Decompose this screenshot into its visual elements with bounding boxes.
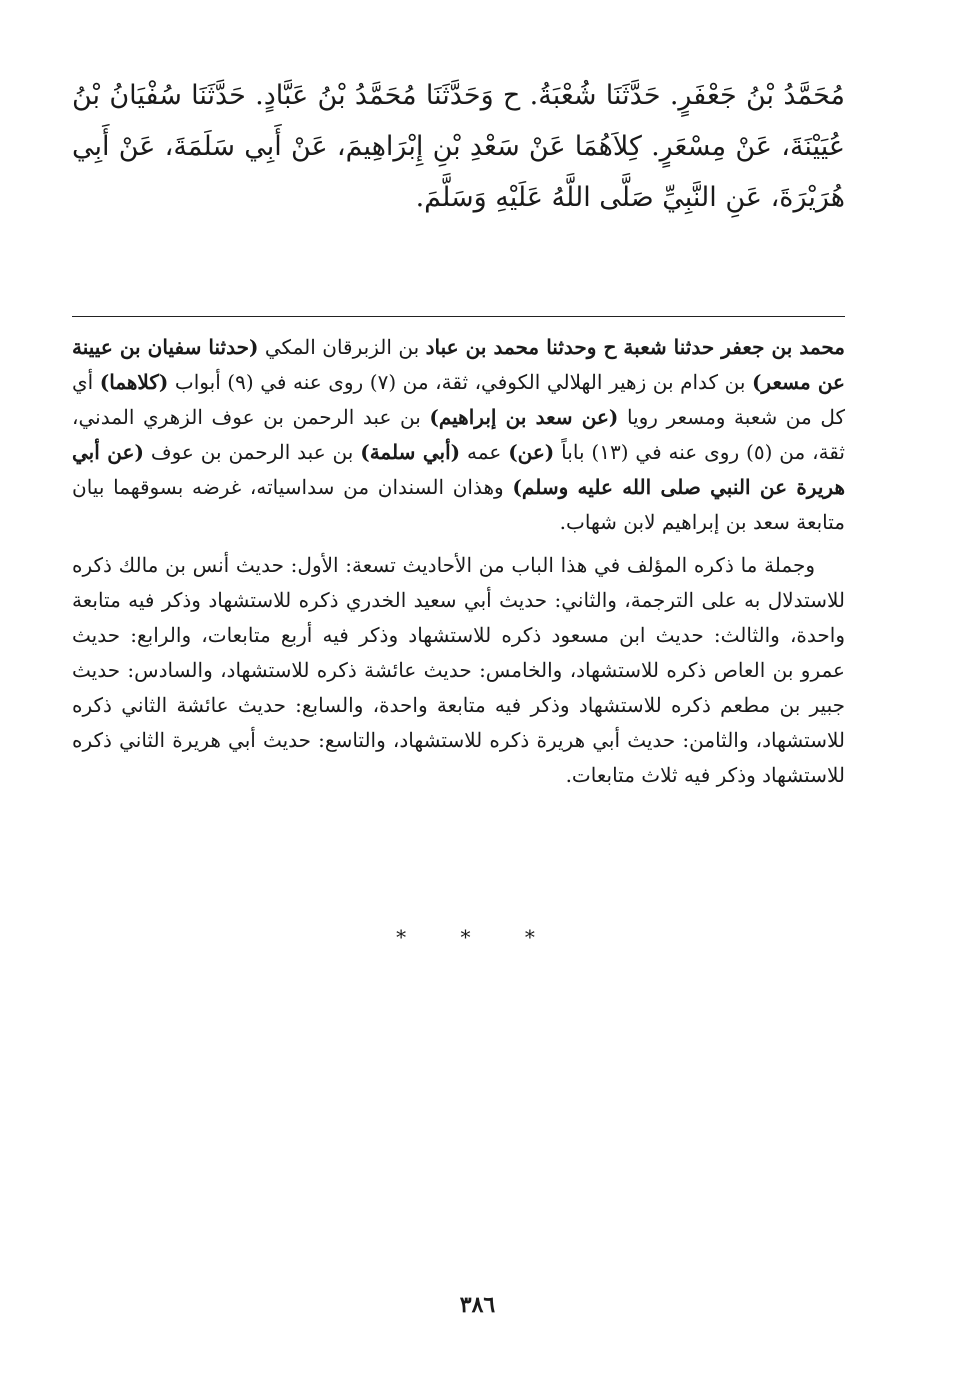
commentary-gloss: عمه: [460, 440, 509, 464]
commentary-quote: (عن): [508, 440, 555, 464]
commentary-gloss: بن عبد الرحمن بن عوف الزهري المدني، ثقة، من (٥) روى عنه في (١٣) باباً: [72, 405, 845, 464]
commentary-gloss: بن الزبرقان المكي: [258, 335, 426, 359]
commentary-quote: (أبي سلمة): [360, 440, 461, 464]
commentary-gloss: بن عبد الرحمن بن عوف: [143, 440, 361, 464]
commentary-gloss: وهذان السندان من سداسياته، غرضه بسوقهما بيان متابعة سعد بن إبراهيم لابن شهاب.: [72, 475, 845, 534]
commentary-gloss: أي كل من شعبة ومسعر رويا: [72, 370, 845, 429]
page-number: ٣٨٦: [459, 1292, 496, 1318]
hadith-text: مُحَمَّدُ بْنُ جَعْفَرٍ. حَدَّثَنَا شُعْبَةُ. ح وَحَدَّثَنَا مُحَمَّدُ بْنُ عَبَّادٍ. حَدَّثَنَا سُفْيَانُ بْنُ عُيَيْنَةَ، عَنْ مِسْعَرٍ. كِلاَهُمَا عَنْ سَعْدِ بْنِ إِبْرَاهِيمَ، عَنْ أَبِي سَلَمَةَ، عَنْ أَبِي هُرَيْرَةَ، عَنِ النَّبِيِّ صَلَّى اللَّهُ عَلَيْهِ وَسَلَّمَ.: [72, 80, 845, 213]
commentary-quote: (عن أبي هريرة عن النبي صلى الله عليه وسلم): [72, 440, 845, 499]
footnote-separator-line: [72, 316, 845, 317]
commentary-paragraph-summary: وجملة ما ذكره المؤلف في هذا الباب من الأحاديث تسعة: الأول: حديث أنس بن مالك ذكره للاستدلال به على الترجمة، والثاني: حديث أبي سعيد الخدري ذكره للاستشهاد وذكر فيه متابعة واحدة، والثالث: حديث ابن مسعود ذكره للاستشهاد وذكر فيه أربع متابعات، والرابع: حديث عمرو بن العاص ذكره للاستشهاد، والخامس: حديث عائشة ذكره للاستشهاد، والسادس: حديث جبير بن مطعم ذكره للاستشهاد وذكر فيه متابعة واحدة، والسابع: حديث عائشة الثاني ذكره للاستشهاد، والثامن: حديث أبي هريرة ذكره للاستشهاد، والتاسع: حديث أبي هريرة الثاني ذكره للاستشهاد وذكر فيه ثلاث متابعات.: [72, 553, 845, 787]
commentary-gloss: بن كدام بن زهير الهلالي الكوفي، ثقة، من (٧) روى عنه في (٩) أبواب: [168, 370, 752, 394]
commentary-block: [72, 330, 845, 793]
commentary-quote: محمد بن جعفر حدثنا شعبة ح وحدثنا محمد بن عباد: [425, 335, 846, 359]
commentary-paragraph-isnad: [72, 330, 845, 540]
section-divider-stars: * * *: [396, 925, 559, 949]
commentary-quote: (كلاهما): [99, 370, 169, 394]
commentary-quote: (عن سعد بن إبراهيم): [429, 405, 619, 429]
commentary-quote: (حدثنا سفيان بن عيينة عن مسعر): [72, 335, 845, 394]
